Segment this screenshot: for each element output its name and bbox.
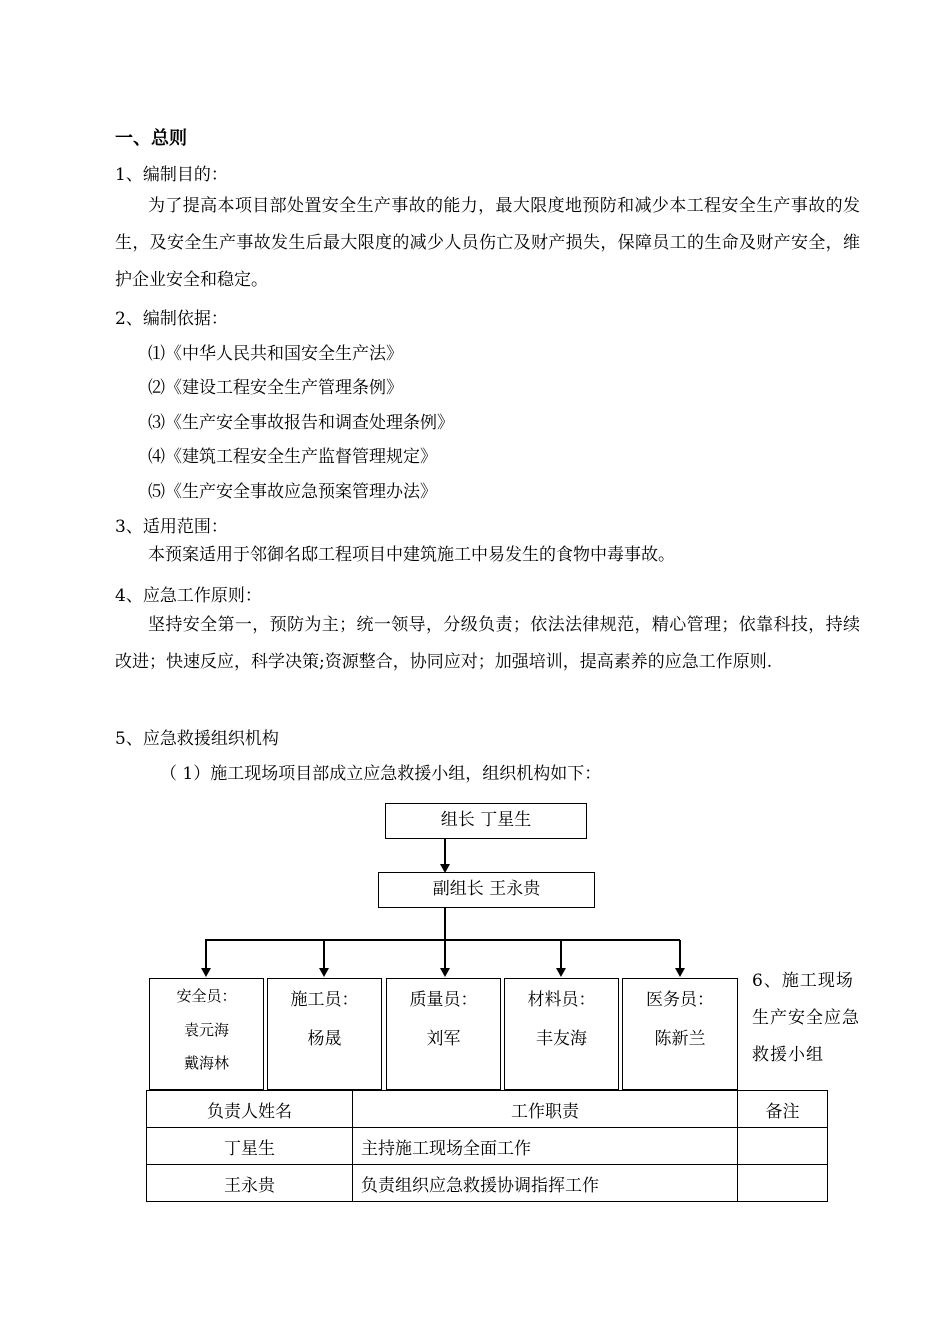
arrow-down-icon xyxy=(675,968,685,977)
connector-line xyxy=(444,839,446,865)
member-name: 丰友海 xyxy=(536,1029,587,1049)
connector-line xyxy=(323,940,325,969)
s4-title: 4、应急工作原则： xyxy=(115,586,262,606)
table-cell-duty: 主持施工现场全面工作 xyxy=(353,1128,738,1165)
s5-title: 5、应急救援组织机构 xyxy=(115,729,279,749)
member-name: 杨晟 xyxy=(307,1029,342,1049)
basis-item: ⑸《生产安全事故应急预案管理办法》 xyxy=(148,482,437,502)
arrow-down-icon xyxy=(201,968,211,977)
org-member-box xyxy=(622,978,738,1090)
org-member-box xyxy=(267,978,382,1090)
org-deputy-box xyxy=(378,872,595,908)
s2-title: 2、编制依据： xyxy=(115,309,228,329)
member-role: 安全员： xyxy=(176,987,237,1005)
org-member-box xyxy=(386,978,501,1090)
org-member-box xyxy=(504,978,619,1090)
org-leader-box xyxy=(385,803,587,839)
member-name: 刘军 xyxy=(426,1029,461,1049)
s5-subtitle: （ 1）施工现场项目部成立应急救援小组，组织机构如下： xyxy=(160,764,602,784)
basis-item: ⑶《生产安全事故报告和调查处理条例》 xyxy=(148,413,454,433)
table-row xyxy=(147,1165,828,1202)
connector-line xyxy=(444,908,446,940)
connector-line xyxy=(560,940,562,969)
table-header-cell: 备注 xyxy=(738,1091,828,1128)
table-header-cell: 工作职责 xyxy=(353,1091,738,1128)
connector-line xyxy=(679,940,681,969)
s3-paragraph: 本预案适用于邻御名邸工程项目中建筑施工中易发生的食物中毒事故。 xyxy=(148,545,675,565)
table-header-row xyxy=(147,1091,828,1128)
member-role: 材料员： xyxy=(527,990,596,1010)
arrow-down-icon xyxy=(556,968,566,977)
member-name: 陈新兰 xyxy=(654,1029,706,1049)
member-role: 质量员： xyxy=(409,990,478,1010)
basis-item: ⑵《建设工程安全生产管理条例》 xyxy=(148,378,403,398)
org-deputy: 副组长 王永贵 xyxy=(432,879,541,899)
member-role: 医务员： xyxy=(646,990,714,1010)
s3-title: 3、适用范围： xyxy=(115,517,228,537)
s4-paragraph: 坚持安全第一，预防为主；统一领导，分级负责；依法法律规范，精心管理；依靠科技，持续改进；快速反应，科学决策;资源整合，协同应对；加强培训，提高素养的应急工作原则. xyxy=(115,615,860,672)
table-cell-name: 丁星生 xyxy=(147,1128,353,1165)
s6-title: 6、施工现场生产安全应急救援小组 xyxy=(752,971,860,1065)
org-leader: 组长 丁星生 xyxy=(440,810,532,830)
arrow-down-icon xyxy=(319,968,329,977)
member-name: 袁元海 xyxy=(183,1021,229,1039)
connector-line xyxy=(205,939,680,941)
basis-item: ⑷《建筑工程安全生产监督管理规定》 xyxy=(148,447,437,467)
table-cell-duty: 负责组织应急救援协调指挥工作 xyxy=(353,1165,738,1202)
table-cell-name: 王永贵 xyxy=(147,1165,353,1202)
s1-paragraph: 为了提高本项目部处置安全生产事故的能力，最大限度地预防和减少本工程安全生产事故的发生，及安全生产事故发生后最大限度的减少人员伤亡及财产损失，保障员工的生命及财产安全，维护企业安全和稳定。 xyxy=(115,196,860,290)
arrow-down-icon xyxy=(440,968,450,977)
table-header-cell: 负责人姓名 xyxy=(147,1091,353,1128)
section-heading: 一、总则 xyxy=(115,128,187,149)
connector-line xyxy=(444,940,446,969)
basis-item: ⑴《中华人民共和国安全生产法》 xyxy=(148,344,403,364)
org-member-box xyxy=(149,978,264,1090)
connector-line xyxy=(205,940,207,969)
table-row xyxy=(147,1128,828,1165)
duty-table xyxy=(146,1090,828,1202)
s1-title: 1、编制目的： xyxy=(115,165,228,185)
member-name: 戴海林 xyxy=(183,1054,229,1072)
table-cell-note xyxy=(738,1165,828,1202)
member-role: 施工员： xyxy=(290,990,359,1010)
table-cell-note xyxy=(738,1128,828,1165)
